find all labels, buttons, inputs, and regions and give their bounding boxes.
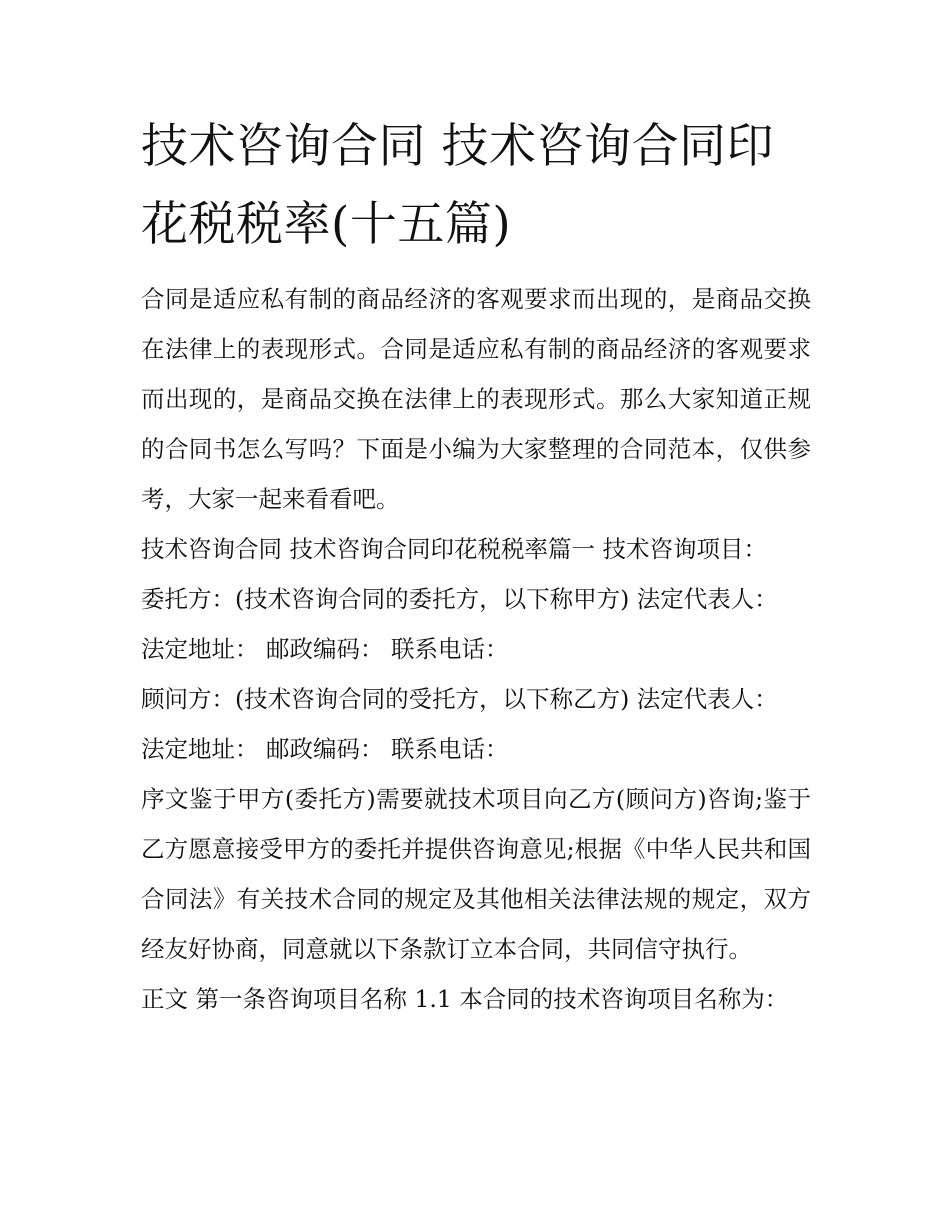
preamble-paragraph: 序文鉴于甲方(委托方)需要就技术项目向乙方(顾问方)咨询;鉴于乙方愿意接受甲方的委托并提供咨询意见;根据《中华人民共和国合同法》有关技术合同的规定及其他相关法律法规的规定，双方经友好协商，同意就以下条款订立本合同，共同信守执行。 xyxy=(141,785,811,963)
section-heading-line: 技术咨询合同 技术咨询合同印花税税率篇一 技术咨询项目： xyxy=(141,535,767,563)
client-contact-line: 法定地址： 邮政编码： 联系电话： xyxy=(141,635,509,663)
document-title: 技术咨询合同 技术咨询合同印花税税率(十五篇) xyxy=(141,119,774,252)
article-one-line: 正文 第一条咨询项目名称 1.1 本合同的技术咨询项目名称为： xyxy=(141,985,789,1013)
consultant-party-line: 顾问方：(技术咨询合同的受托方，以下称乙方) 法定代表人： xyxy=(141,685,778,713)
intro-paragraph: 合同是适应私有制的商品经济的客观要求而出现的，是商品交换在法律上的表现形式。合同是适应私有制的商品经济的客观要求而出现的，是商品交换在法律上的表现形式。那么大家知道正规的合同书怎么写吗？下面是小编为大家整理的合同范本，仅供参考，大家一起来看看吧。 xyxy=(141,285,811,513)
consultant-contact-line: 法定地址： 邮政编码： 联系电话： xyxy=(141,735,509,763)
document-body xyxy=(141,108,811,1024)
client-party-line: 委托方：(技术咨询合同的委托方，以下称甲方) 法定代表人： xyxy=(141,585,778,613)
